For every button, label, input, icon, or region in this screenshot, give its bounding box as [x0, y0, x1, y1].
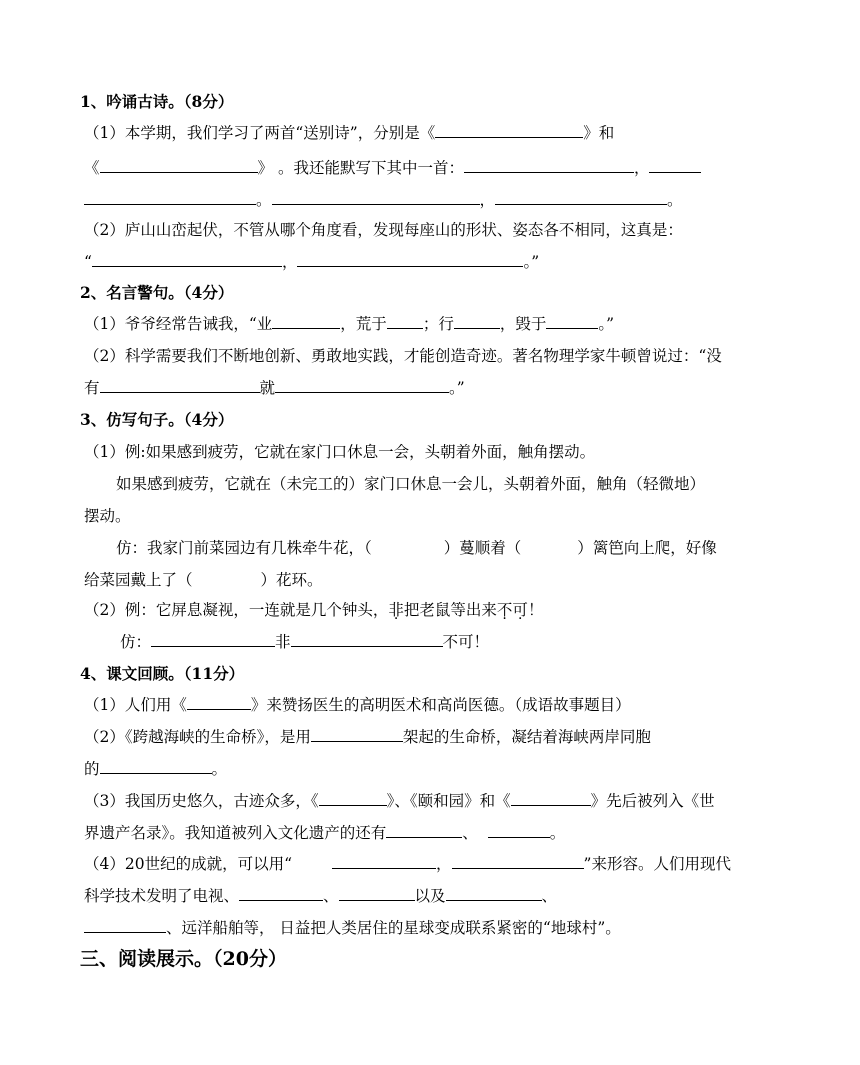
q3-text: ）蔓顺着（ — [443, 539, 522, 557]
answer-blank[interactable] — [332, 854, 436, 869]
q1-text: ， — [633, 159, 650, 177]
q3-example1-expanded: 如果感到疲劳，它就在（未完工的）家门口休息一会儿，头朝着外面，触角（轻微地） — [116, 475, 706, 493]
answer-blank[interactable] — [311, 727, 403, 742]
q2-text: 有 — [84, 379, 100, 397]
q4-line6 — [84, 854, 731, 874]
q2-text: 就 — [259, 379, 276, 397]
answer-blank[interactable] — [452, 854, 584, 869]
q4-text: 科学技术发明了电视、 — [84, 887, 240, 905]
q4-text: 。 — [211, 760, 228, 778]
answer-blank[interactable] — [92, 252, 282, 267]
q3-imitate1 — [116, 538, 717, 558]
q3-text: 仿： — [120, 633, 152, 651]
q4-line7 — [84, 886, 557, 906]
q4-text: 、 — [323, 887, 339, 905]
answer-blank[interactable] — [386, 823, 462, 838]
q1-text: 》和 — [583, 124, 615, 142]
q3-text: ）篱笆向上爬，好像 — [577, 539, 717, 557]
q2-text: （1）爷爷经常告诫我，“业 — [84, 315, 273, 333]
q4-text: （3）我国历史悠久，古迹众多，《 — [84, 792, 319, 810]
q4-text: （1）人们用《 — [84, 696, 187, 714]
q4-text: 》来赞扬医生的高明医术和高尚医德。（成语故事题目） — [250, 696, 631, 714]
answer-blank[interactable] — [387, 314, 423, 329]
answer-blank[interactable] — [297, 252, 523, 267]
q1-text: 《 — [84, 159, 100, 177]
answer-blank[interactable] — [84, 918, 166, 933]
q3-text: 给菜园戴上了（ — [84, 571, 193, 589]
answer-blank[interactable] — [488, 823, 550, 838]
q3-title: 3、仿写句子。（4分） — [80, 410, 234, 429]
q4-line1 — [84, 695, 631, 715]
answer-blank[interactable] — [511, 791, 591, 806]
q3-example1-tail: 摆动。 — [84, 507, 131, 525]
section-title: 三、阅读展示。（20分） — [80, 948, 287, 970]
answer-blank[interactable] — [464, 158, 634, 173]
answer-blank[interactable] — [319, 791, 387, 806]
q1-line3 — [84, 190, 683, 210]
q4-line8 — [84, 918, 621, 938]
q4-text: 、 — [462, 824, 478, 842]
q2-text: ，毁于 — [499, 315, 547, 333]
q4-line2 — [84, 727, 651, 747]
q1-text: （1）本学期，我们学习了两首“送别诗”，分别是《 — [84, 124, 436, 142]
q3-example2 — [84, 600, 543, 620]
q1-text: ， — [479, 191, 496, 209]
q1-text: 。 — [256, 191, 272, 209]
q2-text: ；行 — [422, 315, 454, 333]
q4-text: 的 — [84, 760, 100, 778]
q3-imitate1-tail — [84, 570, 323, 590]
q2-title: 2、名言警句。（4分） — [80, 283, 234, 302]
q3-example1: （1）例:如果感到疲劳，它就在家门口休息一会，头朝着外面，触角摆动。 — [84, 443, 596, 461]
q3-text: 把老鼠等出来 — [403, 601, 497, 619]
answer-blank[interactable] — [100, 158, 258, 173]
q4-line3 — [84, 759, 227, 779]
q3-text: 不可！ — [442, 633, 490, 651]
q4-text: 》、《颐和园》和《 — [386, 792, 511, 810]
q2-text: 。” — [598, 315, 615, 333]
q4-title: 4、课文回顾。（11分） — [80, 664, 245, 683]
answer-blank[interactable] — [151, 632, 275, 647]
q4-text: ， — [436, 855, 452, 873]
q1-text: 》 。我还能默写下其中一首： — [257, 159, 464, 177]
q4-text: （4）20世纪的成就，可以用“ — [84, 855, 293, 873]
q4-text: （2）《跨越海峡的生命桥》，是用 — [84, 728, 311, 746]
answer-blank[interactable] — [435, 123, 583, 138]
q3-text: ！ — [527, 601, 544, 619]
emphasis-char: 非 — [388, 601, 404, 619]
q4-text: 界遗产名录》。我知道被列入文化遗产的还有 — [84, 824, 387, 842]
answer-blank[interactable] — [239, 886, 323, 901]
answer-blank[interactable] — [272, 314, 340, 329]
answer-blank[interactable] — [339, 886, 415, 901]
answer-blank[interactable] — [100, 759, 212, 774]
q1-line1 — [84, 123, 614, 143]
q4-line5 — [84, 823, 565, 843]
q1-line5 — [84, 252, 539, 272]
q3-text: （2）例：它屏息凝视，一连就是几个钟头， — [84, 601, 389, 619]
q2-line2: （2）科学需要我们不断地创新、勇敢地实践，才能创造奇迹。著名物理学家牛顿曾说过：“没 — [84, 347, 722, 365]
answer-blank[interactable] — [84, 190, 256, 205]
q1-text: ， — [281, 253, 298, 271]
q4-text: 、远洋船舶等， 日益把人类居住的星球变成联系紧密的“地球村”。 — [166, 919, 621, 937]
q2-line1 — [84, 314, 614, 334]
answer-blank[interactable] — [649, 158, 701, 173]
answer-blank[interactable] — [275, 378, 449, 393]
emphasis-char: 不 — [496, 601, 513, 619]
q1-line2 — [84, 158, 701, 178]
answer-blank[interactable] — [291, 632, 443, 647]
emphasis-char: 可 — [512, 601, 528, 619]
answer-blank[interactable] — [100, 378, 260, 393]
q1-title: 1、吟诵古诗。（8分） — [80, 92, 234, 111]
q1-line4: （2）庐山山峦起伏，不管从哪个角度看，发现每座山的形状、姿态各不相同，这真是： — [84, 221, 683, 239]
q4-text: 》先后被列入《世 — [590, 792, 715, 810]
answer-blank[interactable] — [272, 190, 480, 205]
q3-imitate2 — [120, 632, 489, 652]
q2-text: ，荒于 — [340, 315, 387, 333]
q4-text: 。 — [549, 824, 566, 842]
answer-blank[interactable] — [187, 695, 251, 710]
q1-text: “ — [84, 253, 92, 271]
q3-text: 仿：我家门前菜园边有几株牵牛花，（ — [116, 539, 372, 557]
q1-text: 。” — [523, 253, 540, 271]
q2-line3 — [84, 378, 465, 398]
q1-text: 。 — [667, 191, 683, 209]
q4-text: 以及 — [414, 887, 446, 905]
answer-blank[interactable] — [546, 314, 598, 329]
q3-text: ）花环。 — [260, 571, 323, 589]
answer-blank[interactable] — [446, 886, 542, 901]
q4-text: 、 — [541, 887, 558, 905]
q3-text: 非 — [275, 633, 291, 651]
q4-line4 — [84, 791, 715, 811]
q2-text: 。” — [449, 379, 465, 397]
answer-blank[interactable] — [495, 190, 667, 205]
answer-blank[interactable] — [454, 314, 500, 329]
q4-text: ”来形容。人们用现代 — [583, 855, 731, 873]
q4-text: 架起的生命桥，凝结着海峡两岸同胞 — [402, 728, 651, 746]
